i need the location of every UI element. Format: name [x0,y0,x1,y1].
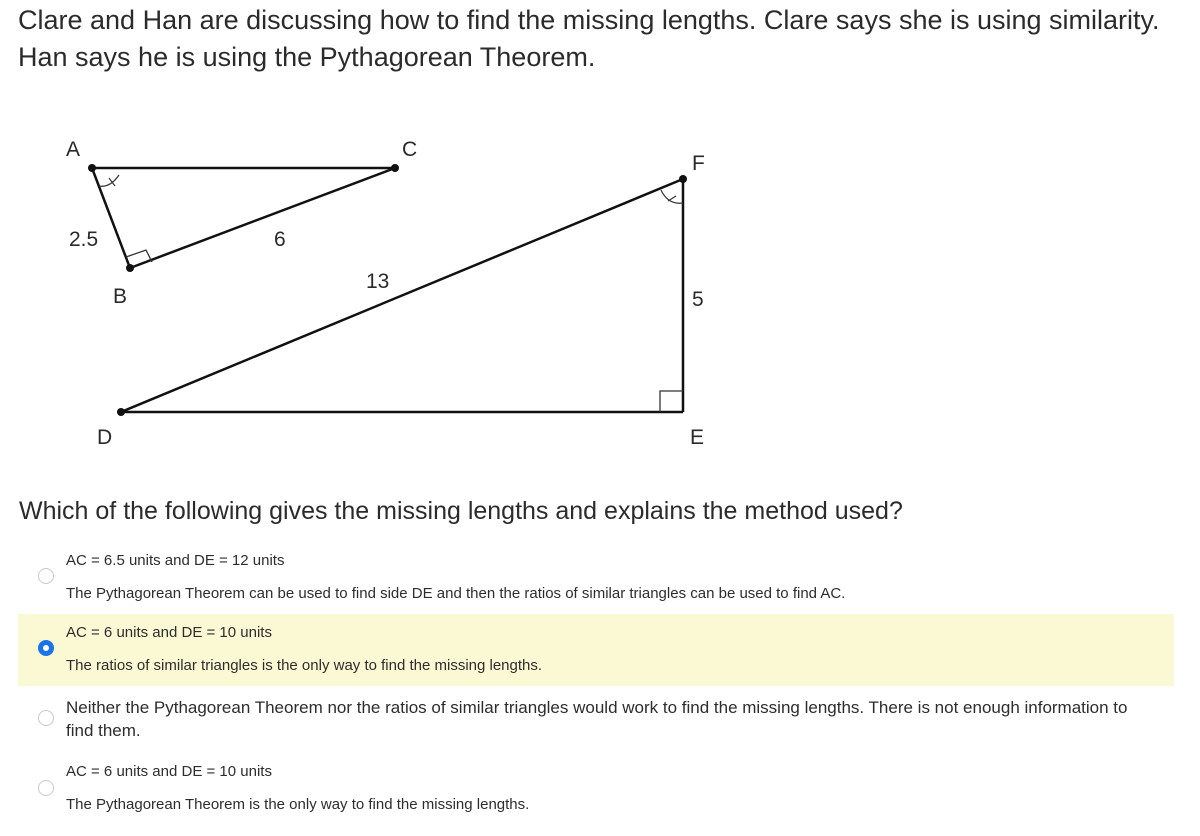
vertex-label-f: F [692,152,705,175]
option-1-radio[interactable] [38,568,54,584]
option-4-line-2: The Pythagorean Theorem is the only way to find the missing lengths. [66,796,530,813]
question-text: Clare and Han are discussing how to find the missing lengths. Clare says she is using similarity. Han says he is using the Pythagorean Theorem. [18,5,1160,72]
option-3-text: Neither the Pythagorean Theorem nor the ratios of similar triangles would work to find the missing lengths. There is not enough information to find them. [66,698,1128,740]
option-3-radio[interactable] [38,710,54,726]
option-2-line-1: AC = 6 units and DE = 10 units [66,624,272,641]
answer-option-1[interactable] [18,542,1174,610]
vertex-label-d: D [97,426,113,449]
side-label-df: 13 [366,270,390,293]
triangle-diagram [0,120,760,460]
side-label-ab: 2.5 [69,228,99,251]
triangle-abc [88,164,399,272]
triangle-def [117,175,687,416]
answer-option-3[interactable] [18,692,1174,752]
option-2-radio[interactable] [38,640,54,656]
option-2-line-2: The ratios of similar triangles is the only way to find the missing lengths. [66,657,543,674]
side-label-bc: 6 [274,228,286,251]
vertex-label-b: B [113,285,128,308]
vertex-label-c: C [402,138,418,161]
option-1-line-2: The Pythagorean Theorem can be used to find side DE and then the ratios of similar triangles can be used to find AC. [66,585,846,602]
option-4-radio[interactable] [38,780,54,796]
answer-option-4[interactable] [18,754,1174,826]
side-label-fe: 5 [692,288,704,311]
option-4-line-1: AC = 6 units and DE = 10 units [66,763,272,780]
vertex-label-e: E [690,426,705,449]
answer-option-2[interactable] [18,614,1174,686]
option-1-line-1: AC = 6.5 units and DE = 12 units [66,552,285,569]
vertex-label-a: A [66,138,81,161]
question-prompt: Which of the following gives the missing lengths and explains the method used? [19,497,903,525]
triangle-figure [0,120,760,460]
